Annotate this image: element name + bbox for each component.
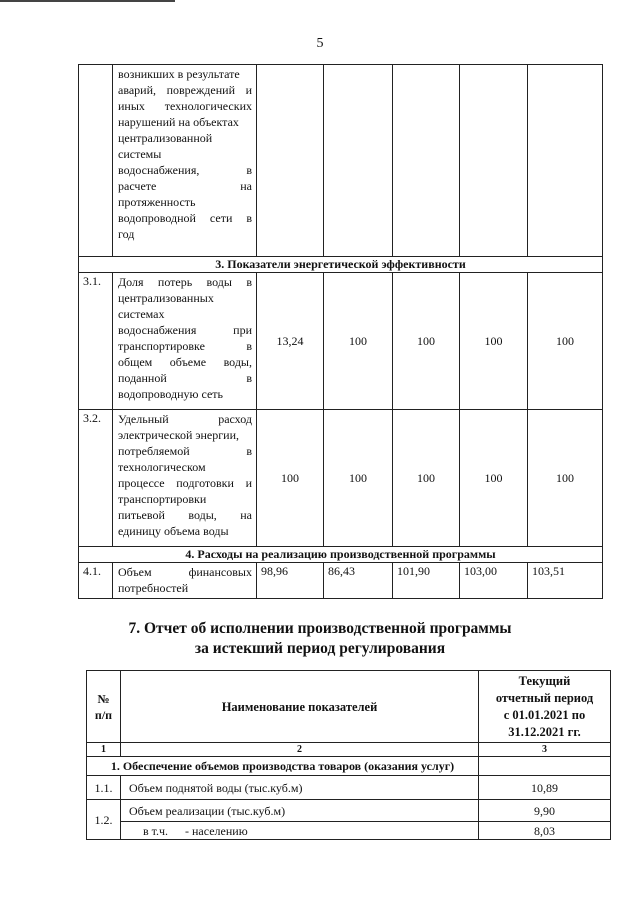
name-line: иных технологических <box>118 99 252 113</box>
row-number: 3.1. <box>79 273 113 410</box>
value-cell: 100 <box>460 410 528 547</box>
value-cell: 8,03 <box>479 822 611 840</box>
indicator-name: Объем поднятой воды (тыс.куб.м) <box>121 776 479 800</box>
row-number <box>79 65 113 257</box>
value-cell: 100 <box>324 410 393 547</box>
name-line: централизованных <box>118 291 214 305</box>
section-row <box>87 757 611 776</box>
row-number: 4.1. <box>79 563 113 599</box>
name-line: год <box>118 227 135 241</box>
value-cell: 86,43 <box>324 563 393 599</box>
header-period-line: с 01.01.2021 по <box>503 707 586 722</box>
sub-prefix: в т.ч. <box>143 823 169 838</box>
report-title-line: 7. Отчет об исполнении производственной программы <box>128 620 512 637</box>
value-cell <box>528 65 603 257</box>
top-rule <box>0 0 175 2</box>
indicator-name <box>113 273 257 410</box>
header-indicator-name: Наименование показателей <box>121 671 479 743</box>
section-heading: 4. Расходы на реализацию производственной программы <box>79 547 603 563</box>
table-row <box>79 563 603 599</box>
header-row <box>87 671 611 743</box>
value-cell: 9,90 <box>479 800 611 822</box>
value-cell: 101,90 <box>393 563 460 599</box>
name-line: системы <box>118 147 162 161</box>
value-cell: 103,00 <box>460 563 528 599</box>
column-number: 1 <box>87 743 121 757</box>
value-cell <box>393 65 460 257</box>
value-cell: 100 <box>257 410 324 547</box>
name-line: общем объеме воды, <box>118 355 252 369</box>
section-heading: 1. Обеспечение объемов производства товаров (оказания услуг) <box>87 757 479 776</box>
value-cell: 100 <box>528 410 603 547</box>
value-cell: 10,89 <box>479 776 611 800</box>
row-number: 1.2. <box>87 800 121 840</box>
name-line: системах <box>118 307 165 321</box>
name-line: Объем финансовых <box>118 565 252 579</box>
name-line: водопроводную сеть <box>118 387 224 401</box>
report-table <box>86 670 611 840</box>
header-number <box>87 671 121 743</box>
column-number: 2 <box>121 743 479 757</box>
indicator-name: Объем реализации (тыс.куб.м) <box>121 800 479 822</box>
report-title <box>0 619 640 659</box>
value-cell: 103,51 <box>528 563 603 599</box>
indicator-name <box>113 563 257 599</box>
section-row <box>79 547 603 563</box>
name-line: технологическом <box>118 460 206 474</box>
name-line: поданной в <box>118 371 252 385</box>
table-row <box>87 776 611 800</box>
value-cell <box>257 65 324 257</box>
section-row <box>79 257 603 273</box>
table-row <box>79 410 603 547</box>
name-line: питьевой воды, на <box>118 508 252 522</box>
name-line: электрической энергии, <box>118 428 240 442</box>
sub-indicator-name <box>121 822 479 840</box>
header-period-line: 31.12.2021 гг. <box>508 724 581 739</box>
row-number: 3.2. <box>79 410 113 547</box>
indicators-table <box>78 64 603 599</box>
name-line: единицу объема воды <box>118 524 229 538</box>
report-title-line: за истекший период регулирования <box>194 640 446 657</box>
name-line: транспортировке в <box>118 339 252 353</box>
value-cell: 100 <box>324 273 393 410</box>
header-period-line: Текущий <box>518 673 571 688</box>
name-line: транспортировки <box>118 492 207 506</box>
row-number: 1.1. <box>87 776 121 800</box>
name-line: водоснабжения при <box>118 323 252 337</box>
header-period <box>479 671 611 743</box>
value-cell: 100 <box>393 273 460 410</box>
name-line: процессе подготовки и <box>118 476 252 490</box>
name-line: нарушений на объектах <box>118 115 239 129</box>
name-line: водопроводной сети в <box>118 211 252 225</box>
name-line: аварий, повреждений и <box>118 83 252 97</box>
name-line: возникших в результате <box>118 67 240 81</box>
name-line: протяженность <box>118 195 196 209</box>
column-number: 3 <box>479 743 611 757</box>
value-cell <box>460 65 528 257</box>
empty-cell <box>479 757 611 776</box>
name-line: потребляемой в <box>118 444 252 458</box>
value-cell <box>324 65 393 257</box>
value-cell: 100 <box>460 273 528 410</box>
page-number: 5 <box>316 36 324 51</box>
name-line: Доля потерь воды в <box>118 275 252 289</box>
header-number-line: п/п <box>94 707 113 722</box>
column-number-row <box>87 743 611 757</box>
indicator-name <box>113 410 257 547</box>
value-cell: 100 <box>393 410 460 547</box>
name-line: Удельный расход <box>118 412 252 426</box>
header-number-line: № <box>97 691 110 706</box>
table-row <box>87 822 611 840</box>
value-cell: 98,96 <box>257 563 324 599</box>
table-row <box>79 65 603 257</box>
section-heading: 3. Показатели энергетической эффективности <box>79 257 603 273</box>
value-cell: 13,24 <box>257 273 324 410</box>
value-cell: 100 <box>528 273 603 410</box>
table-row <box>79 273 603 410</box>
sub-label: - населению <box>185 823 248 838</box>
indicator-name <box>113 65 257 257</box>
name-line: водоснабжения, в <box>118 163 252 177</box>
name-line: расчете на <box>118 179 252 193</box>
name-line: централизованной <box>118 131 213 145</box>
header-period-line: отчетный период <box>495 690 594 705</box>
table-row <box>87 800 611 822</box>
name-line: потребностей <box>118 581 189 595</box>
